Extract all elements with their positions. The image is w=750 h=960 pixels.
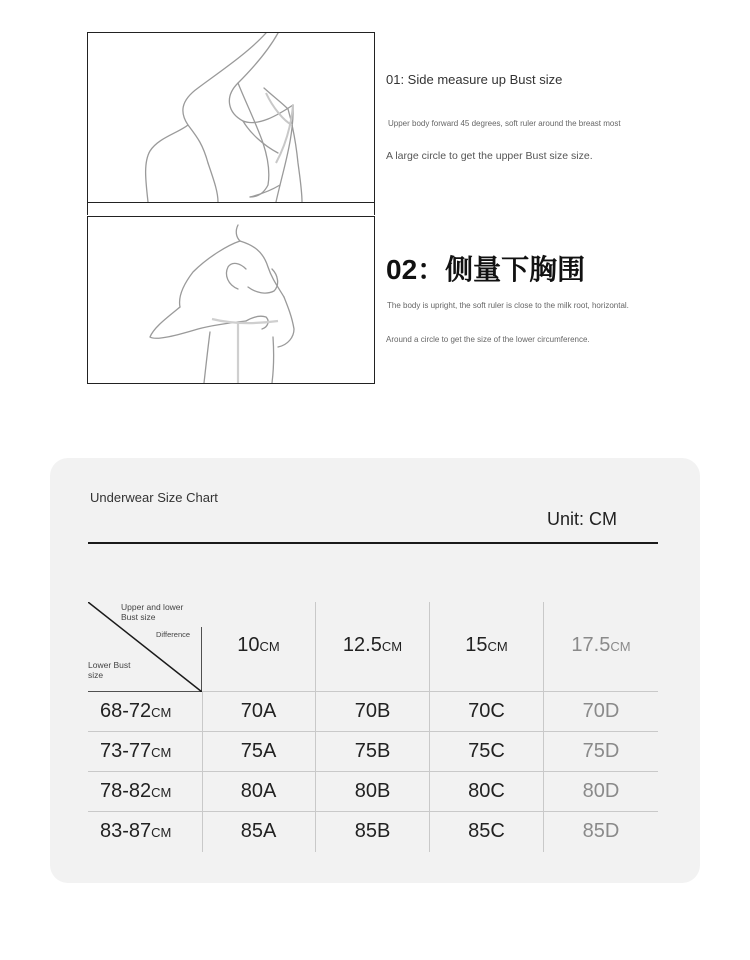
column-header-unit: CM: [259, 639, 280, 654]
column-header: [430, 634, 543, 657]
step1-description-1: Upper body forward 45 degrees, soft ruler around the breast most: [388, 119, 621, 128]
step2-title: 02：侧量下胸围: [386, 254, 586, 285]
column-header-unit: CM: [381, 639, 403, 654]
size-table: [88, 602, 658, 852]
step2-description-2: Around a circle to get the size of the lower circumference.: [386, 335, 590, 344]
size-cell: 80D: [582, 780, 620, 802]
figure-standing-icon: [88, 217, 374, 383]
row-range: 73-77: [100, 740, 152, 762]
column-header-value: 15: [465, 634, 488, 656]
row-divider: [202, 691, 658, 692]
column-header-unit: CM: [610, 639, 631, 654]
size-cell: 80C: [468, 780, 505, 802]
front-measure-illustration: [87, 216, 375, 384]
row-label: [100, 820, 171, 843]
row-unit: CM: [151, 745, 172, 760]
size-cell: 85C: [468, 820, 505, 842]
size-cell: 80B: [354, 780, 391, 802]
column-header: [202, 634, 315, 657]
row-divider: [88, 771, 658, 772]
unit-label: Unit: CM: [547, 509, 618, 529]
column-header-value: 17.5: [571, 634, 611, 656]
corner-bottom-line1: Lower Bust: [88, 660, 131, 670]
size-cell: 75A: [240, 740, 277, 762]
corner-top-line1: Upper and lower: [121, 602, 184, 612]
row-label: [100, 740, 171, 763]
column-header-unit: CM: [487, 639, 508, 654]
size-cell: 70B: [354, 700, 391, 722]
size-cell: 85A: [240, 820, 277, 842]
row-range: 68-72: [100, 700, 152, 722]
corner-middle-label: Difference: [156, 630, 191, 639]
row-unit: CM: [151, 825, 172, 840]
size-cell: 75C: [468, 740, 505, 762]
chart-title: Underwear Size Chart: [90, 490, 218, 505]
corner-top-line2: Bust size: [121, 612, 156, 622]
size-cell: 85D: [582, 820, 620, 842]
title-rule: [88, 542, 658, 544]
row-unit: CM: [151, 705, 172, 720]
size-cell: 70A: [240, 700, 277, 722]
step1-title: 01: Side measure up Bust size: [386, 72, 563, 87]
size-cell: 85B: [354, 820, 391, 842]
illustration-divider: [87, 201, 375, 215]
row-unit: CM: [151, 785, 172, 800]
corner-bottom-label: [88, 660, 131, 680]
size-cell: 80A: [240, 780, 277, 802]
column-header-value: 10: [237, 634, 260, 656]
size-cell: 75B: [354, 740, 391, 762]
size-cell: 70D: [582, 700, 620, 722]
corner-top-label: [121, 602, 183, 622]
corner-bottom-line2: size: [88, 670, 104, 680]
figure-bending-icon: [88, 33, 374, 202]
column-header-value: 12.5: [342, 634, 382, 656]
step1-description-2: A large circle to get the upper Bust size size.: [386, 150, 593, 162]
row-label: [100, 700, 171, 723]
row-divider: [88, 811, 658, 812]
row-range: 83-87: [100, 820, 152, 842]
side-measure-illustration: [87, 32, 375, 203]
row-label: [100, 780, 171, 803]
size-cell: 70C: [468, 700, 505, 722]
size-chart-card: [50, 458, 700, 883]
step2-description-1: The body is upright, the soft ruler is close to the milk root, horizontal.: [387, 301, 629, 310]
row-range: 78-82: [100, 780, 152, 802]
column-header: [316, 634, 429, 657]
column-header: [544, 634, 658, 657]
size-cell: 75D: [582, 740, 620, 762]
row-divider: [88, 731, 658, 732]
